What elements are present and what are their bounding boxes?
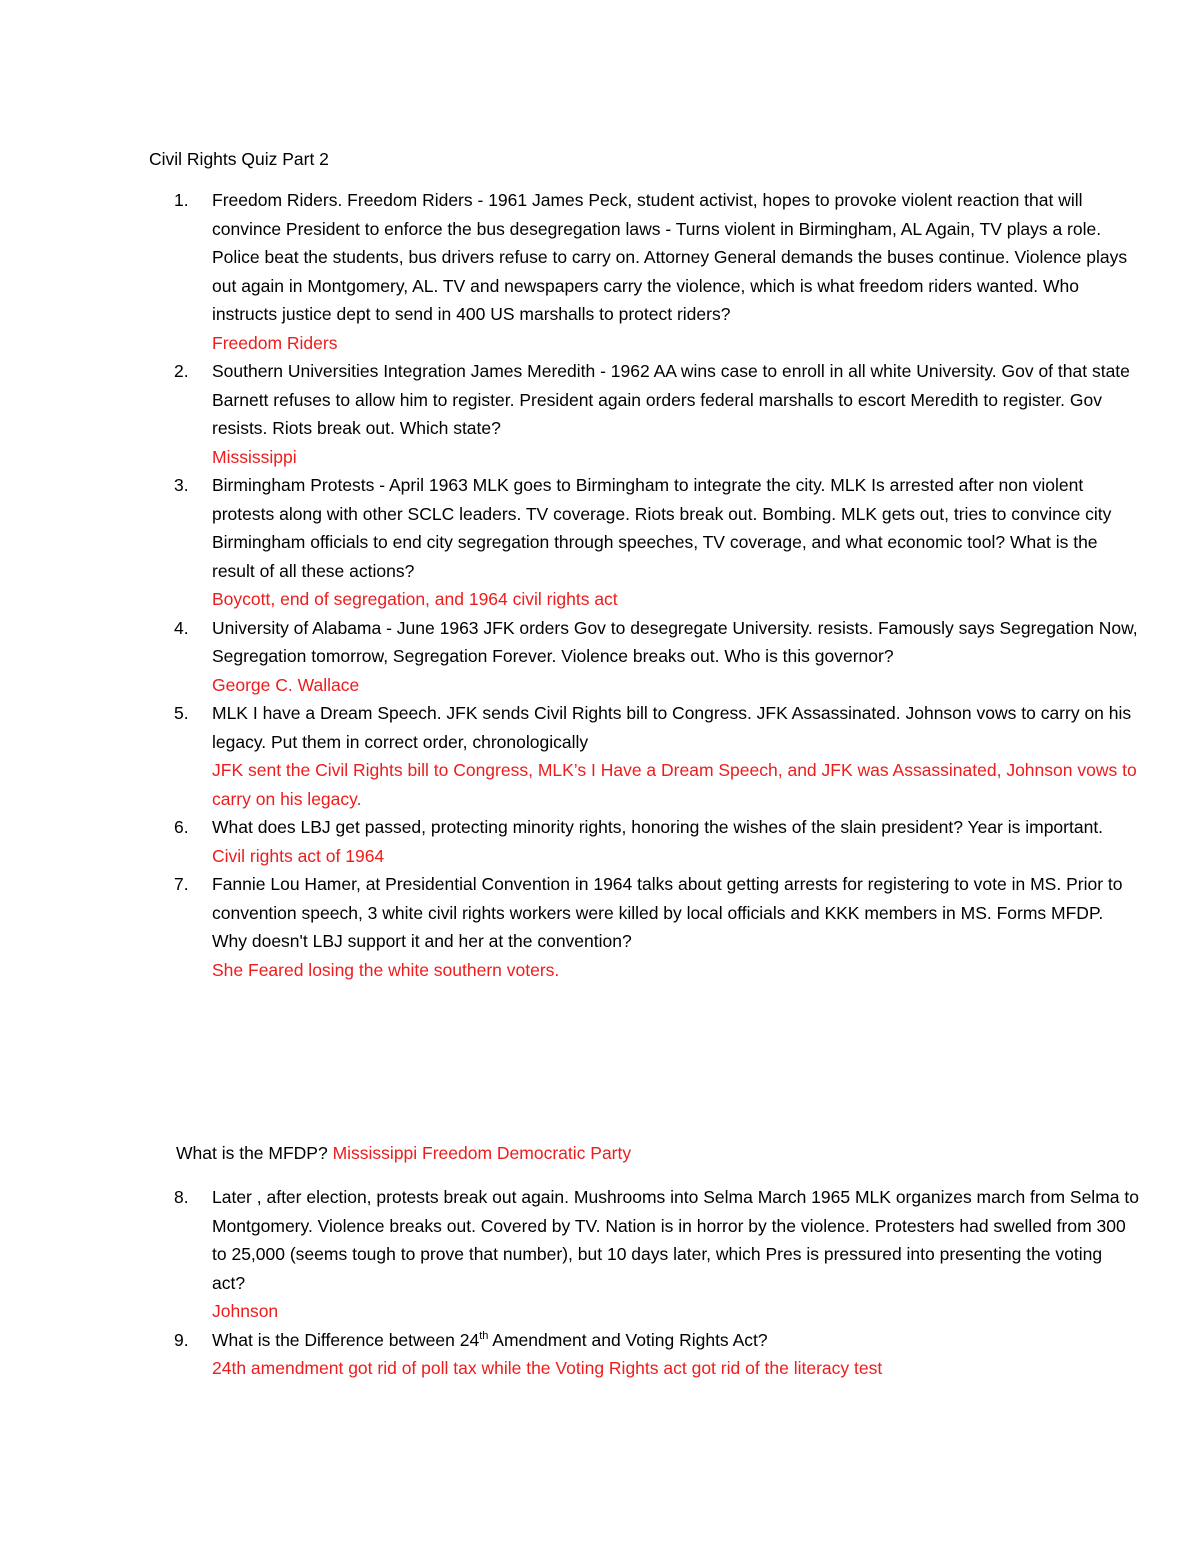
answer-text: Johnson bbox=[212, 1301, 279, 1321]
answer-text: Mississippi bbox=[212, 446, 297, 467]
answer-text: George C. Wallace bbox=[212, 674, 360, 695]
item-number: 7. bbox=[174, 874, 189, 894]
mfdp-question-text: What is the MFDP? bbox=[176, 1143, 333, 1163]
list-item-5 bbox=[0, 699, 1200, 813]
list-item-8 bbox=[0, 1183, 1200, 1326]
question-text: Birmingham Protests - April 1963 MLK goes to Birmingham to integrate the city. MLK Is arrested after non violent protests along with other SCLC leaders. TV coverage. Riots break out. Bombing. MLK gets out, tries to convince city Birmingham officials to end city segregation through speeches, TV coverage, and what economic tool? What is the result of all these actions? bbox=[212, 475, 1112, 581]
question-text: Fannie Lou Hamer, at Presidential Convention in 1964 talks about getting arrests for registering to vote in MS. Prior to convention speech, 3 white civil rights workers were killed by local officials and KKK members in MS. Forms MFDP. Why doesn't LBJ support it and her at the convention? bbox=[212, 874, 1123, 951]
ordinal-superscript: th bbox=[479, 1329, 489, 1342]
question-text: What does LBJ get passed, protecting minority rights, honoring the wishes of the slain president? Year is important. bbox=[212, 817, 1104, 837]
question-text-post: Amendment and Voting Rights Act? bbox=[488, 1329, 768, 1350]
question-text: Later , after election, protests break out again. Mushrooms into Selma March 1965 MLK organizes march from Selma to Montgomery. Violence breaks out. Covered by TV. Nation is in horror by the violence. Protesters had swelled from 300 to 25,000 (seems tough to prove that number), but 10 days later, which Pres is pressured into presenting the voting act? bbox=[212, 1187, 1139, 1293]
item-number: 2. bbox=[174, 361, 189, 381]
question-text: University of Alabama - June 1963 JFK orders Gov to desegregate University. resists. Famously says Segregation Now, Segregation tomorrow, Segregation Forever. Violence breaks out. Who is this governor? bbox=[212, 617, 1138, 666]
item-number: 6. bbox=[174, 817, 189, 837]
question-text: Southern Universities Integration James Meredith - 1962 AA wins case to enroll in all white University. Gov of that state Barnett refuses to allow him to register. President again orders federal marshalls to escort Meredith to register. Gov resists. Riots break out. Which state? bbox=[212, 361, 1130, 438]
mfdp-answer-text: Mississippi Freedom Democratic Party bbox=[332, 1143, 632, 1163]
question-list bbox=[0, 186, 1200, 984]
answer-text: Civil rights act of 1964 bbox=[212, 845, 385, 866]
list-item-2 bbox=[0, 357, 1200, 471]
question-text-pre: What is the Difference between 24 bbox=[212, 1329, 480, 1350]
list-item-9 bbox=[0, 1326, 1200, 1383]
answer-text: 24th amendment got rid of poll tax while the Voting Rights act got rid of the literacy test bbox=[212, 1358, 883, 1378]
answer-text: JFK sent the Civil Rights bill to Congress, MLK’s I Have a Dream Speech, and JFK was Assassinated, Johnson vows to carry on his legacy. bbox=[212, 760, 1137, 809]
list-item-1 bbox=[0, 186, 1200, 357]
list-item-6 bbox=[0, 813, 1200, 870]
item-number: 8. bbox=[174, 1187, 189, 1207]
item-number: 1. bbox=[174, 190, 189, 210]
answer-text: She Feared losing the white southern voters. bbox=[212, 959, 560, 980]
mfdp-question bbox=[176, 1139, 631, 1168]
page-title: Civil Rights Quiz Part 2 bbox=[149, 149, 329, 169]
item-number: 3. bbox=[174, 475, 189, 495]
list-item-3 bbox=[0, 471, 1200, 614]
question-list-continued bbox=[0, 1183, 1200, 1383]
question-text: MLK I have a Dream Speech. JFK sends Civil Rights bill to Congress. JFK Assassinated. Johnson vows to carry on his legacy. Put them in correct order, chronologically bbox=[212, 703, 1132, 752]
list-item-4 bbox=[0, 614, 1200, 700]
question-text bbox=[212, 1326, 1140, 1355]
item-number: 5. bbox=[174, 703, 189, 723]
list-item-7 bbox=[0, 870, 1200, 984]
item-number: 9. bbox=[174, 1329, 189, 1350]
question-text: Freedom Riders. Freedom Riders - 1961 James Peck, student activist, hopes to provoke violent reaction that will convince President to enforce the bus desegregation laws - Turns violent in Birmingham, AL Again, TV plays a role. Police beat the students, bus drivers refuse to carry on. Attorney General demands the buses continue. Violence plays out again in Montgomery, AL. TV and newspapers carry the violence, which is what freedom riders wanted. Who instructs justice dept to send in 400 US marshalls to protect riders? bbox=[212, 190, 1128, 324]
answer-text: Freedom Riders bbox=[212, 332, 338, 353]
answer-text: Boycott, end of segregation, and 1964 civil rights act bbox=[212, 589, 618, 609]
item-number: 4. bbox=[174, 617, 189, 638]
